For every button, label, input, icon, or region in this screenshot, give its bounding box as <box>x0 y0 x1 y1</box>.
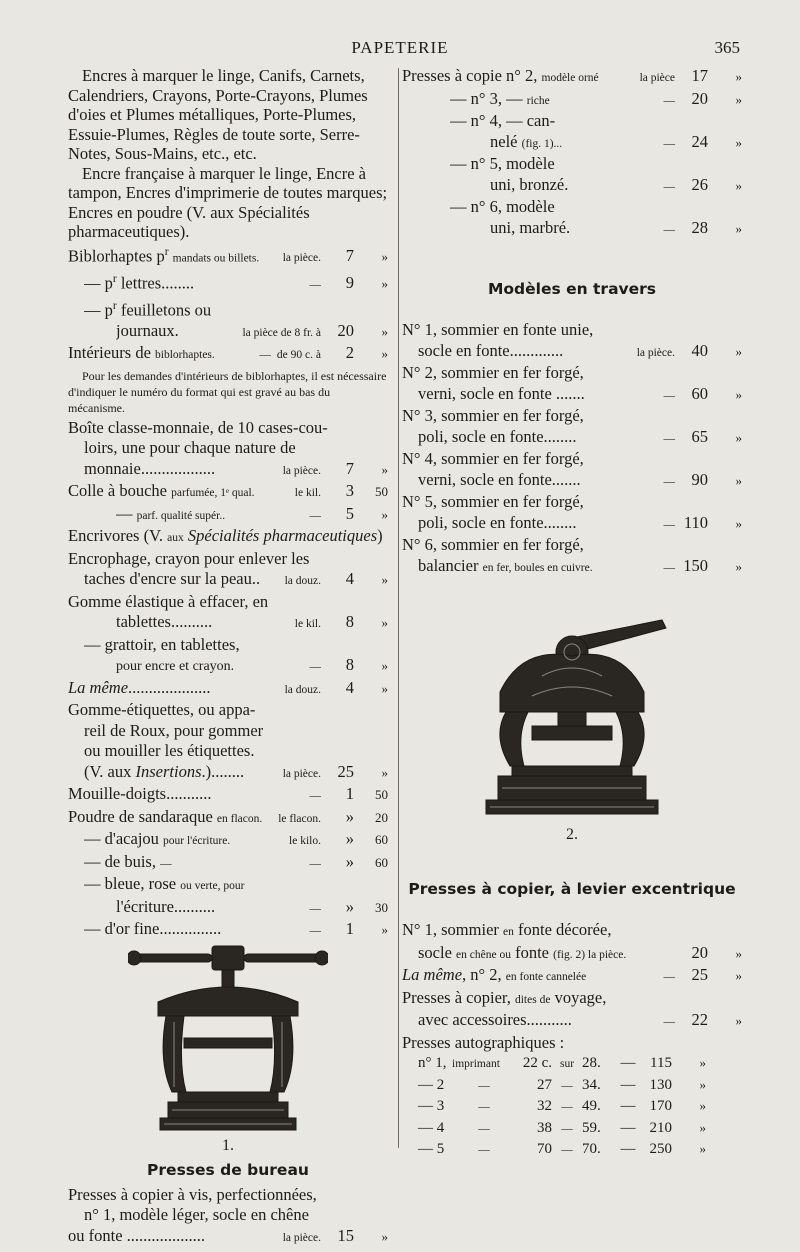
item-gomme-etiquettes-line3: ou mouiller les étiquettes. <box>84 741 255 760</box>
item-presse-copie-4-line1: — n° 4, — can- <box>450 111 556 130</box>
item-travers-3-line2: poli, socle en fonte........ — 65 » <box>418 426 742 446</box>
item-biblorhaptes: Biblorhaptes $p^r$ mandats ou billets. la pièce. 7 » <box>68 245 388 265</box>
item-travers-5-line1: N° 5, sommier en fer forgé, <box>402 492 584 511</box>
item-encrivores: Encrivores (V. aux Spécialités pharmaceutiques) <box>68 526 383 545</box>
item-presse-copie-5-line1: — n° 5, modèle <box>450 154 555 173</box>
item-travers-4-line1: N° 4, sommier en fer forgé, <box>402 449 584 468</box>
figure-2-number: 2. <box>566 826 578 843</box>
item-la-meme: La même.................... la douz. 4 » <box>68 677 388 697</box>
item-gomme-line2: tablettes.......... le kil. 8 » <box>116 612 388 631</box>
item-gomme-etiquettes-line2: reil de Roux, pour gommer <box>84 720 264 740</box>
list-item: — 3 — 32 — 49. — 170 » <box>418 1098 706 1114</box>
item-poudre-buis: — de buis, — — » 60 <box>84 851 388 871</box>
item-poudre: Poudre de sandaraque en flacon. le flacon. » 20 <box>68 806 388 826</box>
right-column <box>402 66 742 1161</box>
item-gomme-etiquettes-line4: (V. aux Insertions.)........ la pièce. 25 » <box>84 761 388 781</box>
item-encrophage-line1: Encrophage, crayon pour enlever les <box>68 548 310 568</box>
section-modeles-en-travers: Modèles en travers <box>487 280 657 298</box>
item-presse-copie-6-line2: uni, marbré. — 28 » <box>490 217 742 237</box>
item-biblorhaptes-journaux: journaux. la pièce de 8 fr. à 20 » <box>116 320 388 340</box>
item-colle-superieure: — parf. qualité supér.. — 5 » <box>116 503 388 523</box>
item-levier-1-line1: N° 1, sommier en fonte décorée, <box>402 920 612 939</box>
item-travers-6-line1: N° 6, sommier en fer forgé, <box>402 535 584 554</box>
item-presse-copie-2: Presses à copie n° 2, modèle orné la pièce 17 » <box>402 66 742 85</box>
item-travers-1-line1: N° 1, sommier en fonte unie, <box>402 320 594 339</box>
item-poudre-or: — d'or fine............... — 1 » <box>84 919 388 938</box>
item-travers-3-line1: N° 3, sommier en fer forgé, <box>402 406 584 425</box>
item-gomme-etiquettes-line1: Gomme-étiquettes, ou appa- <box>68 700 256 719</box>
screw-press-illustration <box>128 942 328 1137</box>
item-presse-vis-line2: n° 1, modèle léger, socle en chêne <box>84 1205 309 1224</box>
item-presse-copie-4-line2: nelé (fig. 1)... — 24 » <box>490 131 742 151</box>
item-grattoir-line1: — grattoir, en tablettes, <box>84 634 240 654</box>
item-presse-vis-line3: ou fonte ................... la pièce. 15 » <box>68 1225 388 1245</box>
page-number: 365 <box>714 38 740 57</box>
item-travers-2-line1: N° 2, sommier en fer forgé, <box>402 363 584 382</box>
item-presse-copie-6-line1: — n° 6, modèle <box>450 197 555 216</box>
item-levier-2: La même, n° 2, en fonte cannelée — 25 » <box>402 965 742 984</box>
item-boite-line1: Boîte classe-monnaie, de 10 cases-cou- <box>68 417 328 437</box>
section-presses-levier-excentrique: Presses à copier, à levier excentrique <box>408 880 736 898</box>
list-item: — 5 — 70 — 70. — 250 » <box>418 1141 706 1157</box>
item-poudre-bleue-line1: — bleue, rose ou verte, pour <box>84 874 245 893</box>
intro-paragraph-2: Encre française à marquer le linge, Encre à tampon, Encres d'imprimerie de toutes marques; Encres en poudre (V. aux Spécialités pharmaceutiques). <box>68 163 388 241</box>
interieurs-note: Pour les demandes d'intérieurs de biblorhaptes, il est nécessaire d'indiquer le numéro du format qui est gravé au bas du mécanisme. <box>68 368 387 415</box>
lever-press-illustration <box>472 616 672 826</box>
column-divider <box>398 68 399 1148</box>
item-colle: Colle à bouche parfumée, 1ᵉ qual. le kil. 3 50 <box>68 481 388 500</box>
item-travers-5-line2: poli, socle en fonte........ — 110 » <box>418 512 742 532</box>
item-poudre-acajou: — d'acajou pour l'écriture. le kilo. » 60 <box>84 829 388 848</box>
item-boite-line2: loirs, une pour chaque nature de <box>84 438 296 457</box>
item-boite-line3: monnaie.................. la pièce. 7 » <box>84 458 388 478</box>
figure-1-number: 1. <box>222 1136 234 1154</box>
item-voyage-line2: avec accessoires........... — 22 » <box>418 1010 742 1029</box>
item-presse-vis-line1: Presses à copier à vis, perfectionnées, <box>68 1184 317 1204</box>
item-gomme-line1: Gomme élastique à effacer, en <box>68 591 269 611</box>
item-interieurs: Intérieurs de biblorhaptes. — de 90 c. à 2 » <box>68 343 388 362</box>
list-item: — 4 — 38 — 59. — 210 » <box>418 1119 706 1136</box>
intro-paragraph-1: Encres à marquer le linge, Canifs, Carnets, Calendriers, Crayons, Porte-Crayons, Plumes d'oies et Plumes métalliques, Porte-Plumes, Essuie-Plumes, Règles de toute sorte, Serre-Notes, Sous-Mains, etc., etc. <box>68 66 368 163</box>
item-presse-copie-5-line2: uni, bronzé. — 26 » <box>490 174 742 194</box>
item-travers-4-line2: verni, socle en fonte....... — 90 » <box>418 469 742 489</box>
item-mouille-doigts: Mouille-doigts........... — 1 50 <box>68 784 388 803</box>
item-travers-6-line2: balancier en fer, boules en cuivre. — 150 » <box>418 555 742 575</box>
item-grattoir-line2: pour encre et crayon. — 8 » <box>116 655 388 674</box>
item-voyage-line1: Presses à copier, dites de voyage, <box>402 987 607 1007</box>
left-column <box>68 66 388 1248</box>
item-travers-2-line2: verni, socle en fonte ....... — 60 » <box>418 383 742 403</box>
autographic-presses-list <box>402 1053 742 1161</box>
item-travers-1-line2: socle en fonte............. la pièce. 40 » <box>418 340 742 360</box>
list-item: n° 1, imprimant 22 c. sur 28. — 115 » <box>418 1055 706 1071</box>
list-item: — 2 — 27 — 34. — 130 » <box>418 1076 706 1093</box>
item-levier-1-line2: socle en chêne ou fonte (fig. 2) la pièce. 20 » <box>418 942 742 962</box>
item-biblorhaptes-lettres: — $p^r$ lettres........ — 9 » <box>84 272 388 292</box>
page-title: PAPETERIE <box>351 38 449 57</box>
page-header <box>0 38 800 62</box>
item-presse-copie-3: — n° 3, — riche — 20 » <box>450 88 742 108</box>
item-encrophage-line2: taches d'encre sur la peau.. la douz. 4 » <box>84 569 388 588</box>
autographic-presses-title: Presses autographiques : <box>402 1032 565 1052</box>
item-poudre-bleue-line2: l'écriture.......... — » 30 <box>116 896 388 916</box>
item-biblorhaptes-feuilletons: — $p^r$ feuilletons ou <box>84 299 212 319</box>
section-presses-de-bureau: Presses de bureau <box>147 1160 309 1179</box>
